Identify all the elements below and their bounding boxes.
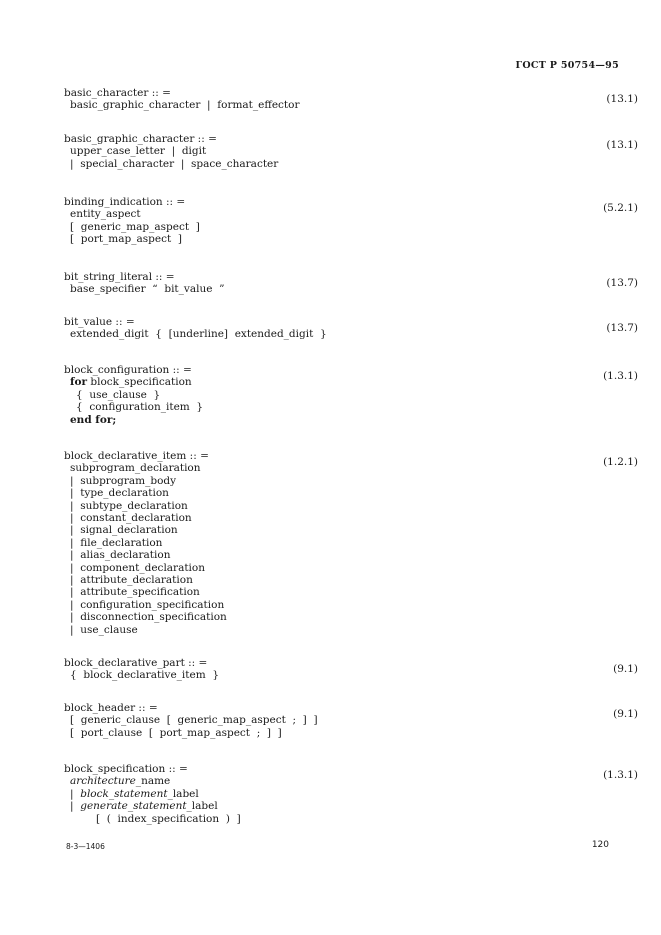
rule-production-line: | signal_declaration: [70, 524, 178, 537]
section-reference: (1.3.1): [603, 769, 638, 781]
rule-name: binding_indication :: =: [64, 196, 186, 208]
rule-name: block_declarative_item :: =: [64, 450, 209, 462]
rule-production-line: end for;: [70, 413, 117, 426]
rule-production-line: | attribute_specification: [70, 586, 200, 599]
rule-name: block_configuration :: =: [64, 364, 192, 376]
rule-production-line: { configuration_item }: [76, 401, 204, 414]
rule-production-line: { block_declarative_item }: [70, 669, 220, 682]
rule-production-line: base_specifier “ bit_value ”: [70, 283, 225, 296]
rule-production-line: [ generic_clause [ generic_map_aspect ; ] ]: [70, 714, 318, 727]
rule-production-line: [ generic_map_aspect ]: [70, 220, 200, 233]
rule-name: basic_graphic_character :: =: [64, 133, 217, 145]
document-header: ГОСТ Р 50754—95: [515, 60, 619, 71]
rule-name: block_declarative_part :: =: [64, 657, 208, 669]
rule-production-line: upper_case_letter | digit: [70, 145, 207, 158]
section-reference: (9.1): [613, 708, 638, 720]
section-reference: (13.7): [606, 277, 638, 289]
rule-name: basic_character :: =: [64, 87, 171, 99]
rule-production-line: for block_specification: [70, 376, 192, 389]
rule-production-line: [ port_clause [ port_map_aspect ; ] ]: [70, 726, 282, 739]
rule-production-line: | type_declaration: [70, 487, 169, 500]
rule-production-line: | alias_declaration: [70, 549, 171, 562]
section-reference: (13.7): [606, 322, 638, 334]
rule-name: bit_string_literal :: =: [64, 271, 175, 283]
rule-production-line: extended_digit { [underline] extended_digit }: [70, 328, 327, 341]
rule-production-line: | component_declaration: [70, 561, 205, 574]
section-reference: (9.1): [613, 663, 638, 675]
section-reference: (1.3.1): [603, 370, 638, 382]
rule-production-line: | configuration_specification: [70, 598, 225, 611]
rule-name: bit_value :: =: [64, 316, 135, 328]
rule-production-line: entity_aspect: [70, 208, 141, 221]
page-number: 120: [591, 840, 609, 850]
rule-production-line: | file_declaration: [70, 536, 163, 549]
footer-print-code: 8-3—1406: [66, 842, 105, 851]
rule-production-line: | constant_declaration: [70, 512, 192, 524]
rule-name: block_header :: =: [64, 702, 158, 714]
rule-production-line: subprogram_declaration: [70, 462, 201, 475]
rule-production-line: | disconnection_specification: [70, 611, 227, 624]
rule-production-line: | subprogram_body: [70, 474, 177, 487]
rule-production-line: | subtype_declaration: [70, 499, 188, 512]
section-reference: (13.1): [606, 93, 638, 105]
rule-production-line: | use_clause: [70, 623, 138, 636]
rule-production-line: { use_clause }: [76, 388, 161, 401]
rule-name: block_specification :: =: [64, 763, 188, 775]
section-reference: (13.1): [606, 139, 638, 151]
section-reference: (1.2.1): [603, 456, 638, 468]
rule-production-line: | attribute_declaration: [70, 574, 193, 586]
rule-production-line: | block_statement_label: [70, 787, 199, 800]
section-reference: (5.2.1): [603, 202, 638, 214]
rule-production-line: | generate_statement_label: [70, 800, 218, 813]
rule-production-line: architecture_name: [70, 775, 171, 788]
rule-production-line: | special_character | space_character: [70, 157, 279, 170]
rule-production-line: basic_graphic_character | format_effector: [70, 99, 300, 112]
rule-production-line: [ port_map_aspect ]: [70, 233, 182, 246]
rule-production-line: [ ( index_specification ) ]: [96, 812, 241, 825]
